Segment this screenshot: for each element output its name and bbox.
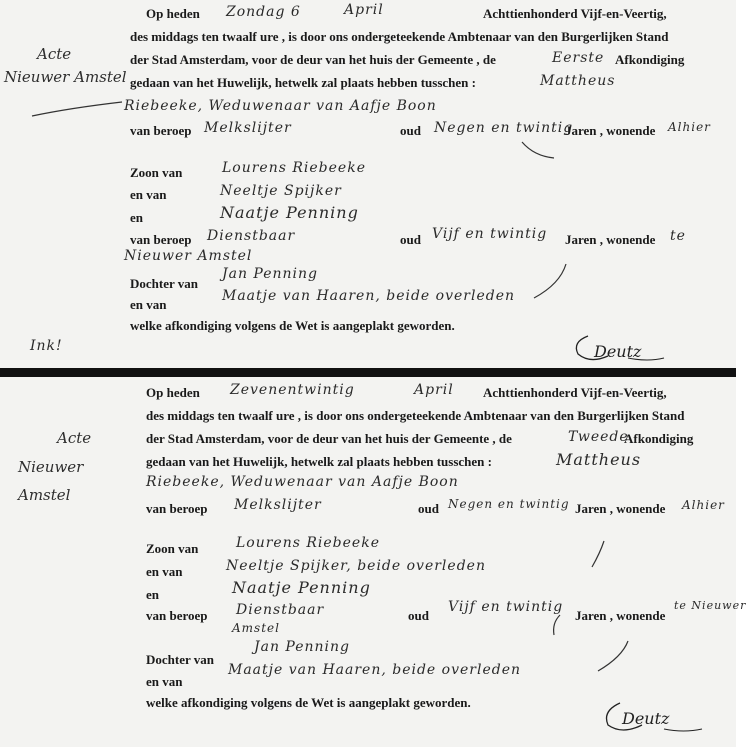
groom-age: Negen en twintig — [448, 497, 570, 511]
margin-acte: Acte — [57, 429, 92, 447]
printed-zoon-van: Zoon van — [146, 541, 199, 556]
printed-jaren-wonende: Jaren , wonende — [575, 501, 666, 516]
date-day: Zondag 6 — [226, 4, 301, 20]
bride-residence-a: te — [670, 228, 686, 244]
groom-residence: Alhier — [682, 498, 725, 512]
printed-beroep-bride: van beroep — [146, 608, 208, 623]
printed-oud: oud — [418, 501, 439, 516]
printed-zoon-van: Zoon van — [130, 165, 183, 180]
bride-residence-a: te Nieuwer — [674, 599, 746, 612]
signature-flourish — [598, 699, 708, 739]
bride-mother: Maatje van Haaren, beide overleden — [222, 288, 516, 304]
bride-mother-flourish — [594, 639, 634, 675]
printed-en: en — [146, 587, 159, 602]
printed-year: Achttienhonderd Vijf-en-Veertig, — [483, 385, 667, 400]
printed-en: en — [130, 210, 143, 225]
side-note: Ink! — [30, 338, 63, 354]
bride-father: Jan Penning — [254, 639, 350, 655]
printed-dochter-van: Dochter van — [146, 652, 215, 667]
printed-line-2: des middags ten twaalf ure , is door ons ondergeteekende Ambtenaar van den Burgerlijken Stand — [130, 29, 669, 44]
groom-mother-flourish — [588, 539, 608, 569]
printed-year: Achttienhonderd Vijf-en-Veertig, — [483, 6, 667, 21]
printed-oud-bride: oud — [408, 608, 429, 623]
printed-en-van: en van — [146, 564, 183, 579]
marriage-announcement-record-2 — [0, 377, 746, 747]
groom-line: Riebeeke, Weduwenaar van Aafje Boon — [124, 98, 437, 114]
printed-afkondiging: Afkondiging — [615, 52, 685, 67]
groom-residence: Alhier — [668, 120, 711, 134]
printed-jaren-wonende: Jaren , wonende — [565, 123, 656, 138]
groom-father: Lourens Riebeeke — [236, 535, 380, 551]
marriage-announcement-record-1 — [0, 0, 736, 368]
bride-mother: Maatje van Haaren, beide overleden — [228, 662, 522, 678]
record-divider — [0, 368, 736, 377]
groom-father: Lourens Riebeeke — [222, 160, 366, 176]
location: Tweede — [568, 429, 629, 445]
printed-en-van-bride: en van — [146, 674, 183, 689]
margin-acte: Acte — [37, 45, 72, 63]
printed-closing: welke afkondiging volgens de Wet is aangeplakt geworden. — [146, 695, 471, 710]
bride-occupation: Dienstbaar — [236, 602, 325, 618]
printed-line-3: der Stad Amsterdam, voor de deur van het huis der Gemeente , de — [146, 431, 512, 446]
bride-age: Vijf en twintig — [432, 226, 548, 242]
printed-line-3: der Stad Amsterdam, voor de deur van het huis der Gemeente , de — [130, 52, 496, 67]
groom-occupation: Melkslijter — [234, 497, 322, 513]
groom-line: Riebeeke, Weduwenaar van Aafje Boon — [146, 474, 459, 490]
registrar-signature: Deutz — [594, 342, 642, 361]
bride-age: Vijf en twintig — [448, 599, 564, 615]
date-day: Zevenentwintig — [230, 382, 355, 398]
printed-oud: oud — [400, 123, 421, 138]
date-month: April — [344, 2, 384, 18]
bride-residence-b: Amstel — [232, 621, 280, 635]
printed-jaren-wonende-bride: Jaren , wonende — [565, 232, 656, 247]
printed-jaren-wonende-bride: Jaren , wonende — [575, 608, 666, 623]
bride-name: Naatje Penning — [232, 578, 371, 597]
margin-underline — [30, 100, 125, 120]
printed-line-4: gedaan van het Huwelijk, hetwelk zal plaats hebben tusschen : — [146, 454, 492, 469]
bride-age-flourish — [550, 613, 564, 637]
printed-oud-bride: oud — [400, 232, 421, 247]
printed-closing: welke afkondiging volgens de Wet is aangeplakt geworden. — [130, 318, 455, 333]
printed-beroep: van beroep — [130, 123, 192, 138]
location: Eerste — [552, 50, 605, 66]
groom-occupation: Melkslijter — [204, 120, 292, 136]
bride-mother-flourish — [530, 262, 570, 302]
printed-op-heden: Op heden — [146, 6, 200, 21]
printed-en-van-bride: en van — [130, 297, 167, 312]
groom-first-name: Mattheus — [556, 450, 642, 469]
margin-place-2: Amstel — [18, 486, 71, 504]
groom-age-flourish — [520, 140, 560, 162]
bride-father: Jan Penning — [222, 266, 318, 282]
printed-afkondiging: Afkondiging — [624, 431, 694, 446]
printed-beroep-bride: van beroep — [130, 232, 192, 247]
printed-en-van: en van — [130, 187, 167, 202]
registrar-signature: Deutz — [622, 709, 670, 728]
margin-place-1: Nieuwer — [18, 458, 84, 476]
printed-line-4: gedaan van het Huwelijk, hetwelk zal plaats hebben tusschen : — [130, 75, 476, 90]
signature-flourish — [568, 332, 668, 366]
bride-residence-b: Nieuwer Amstel — [124, 248, 253, 264]
printed-line-2: des middags ten twaalf ure , is door ons ondergeteekende Ambtenaar van den Burgerlijken Stand — [146, 408, 685, 423]
margin-place: Nieuwer Amstel — [4, 68, 127, 86]
date-month: April — [414, 382, 454, 398]
printed-op-heden: Op heden — [146, 385, 200, 400]
printed-beroep: van beroep — [146, 501, 208, 516]
printed-dochter-van: Dochter van — [130, 276, 199, 291]
groom-age: Negen en twintig — [434, 120, 574, 136]
bride-name: Naatje Penning — [220, 203, 359, 222]
groom-first-name: Mattheus — [540, 73, 616, 89]
groom-mother: Neeltje Spijker — [220, 183, 342, 199]
bride-occupation: Dienstbaar — [207, 228, 296, 244]
groom-mother: Neeltje Spijker, beide overleden — [226, 558, 486, 574]
